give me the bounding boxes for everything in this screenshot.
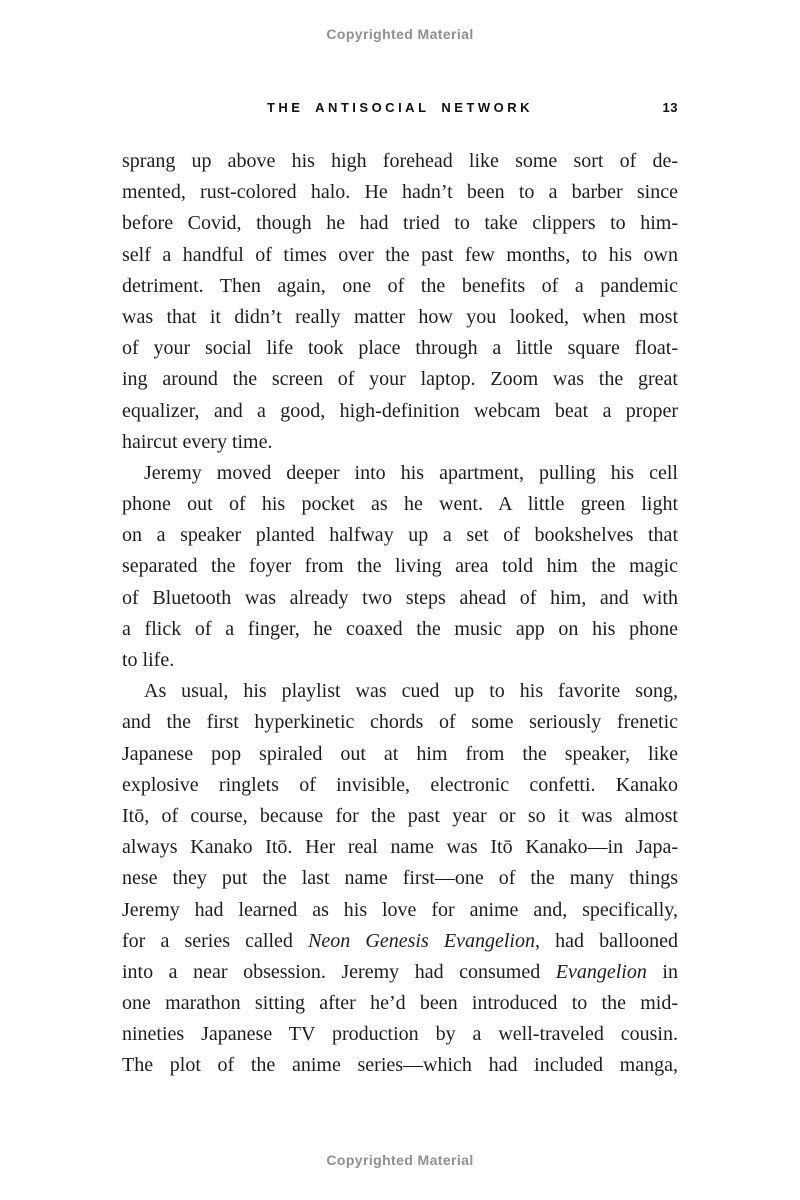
text-line: was that it didn’t really matter how you looked, when most: [122, 305, 678, 328]
text-line: before Covid, though he had tried to take clippers to him-: [122, 212, 678, 235]
text-line: into a near obsession. Jeremy had consumed Evangelion in: [122, 960, 678, 983]
text-line: on a speaker planted halfway up a set of bookshelves that: [122, 524, 678, 547]
text-line: The plot of the anime series—which had included manga,: [122, 1054, 678, 1077]
text-line: nineties Japanese TV production by a well-traveled cousin.: [122, 1023, 678, 1046]
text-line: nese they put the last name first—one of the many things: [122, 867, 678, 890]
text-line: one marathon sitting after he’d been introduced to the mid-: [122, 992, 678, 1015]
text-line: Jeremy had learned as his love for anime and, specifically,: [122, 898, 678, 921]
text-line: haircut every time.: [122, 430, 273, 453]
text-line: to life.: [122, 649, 175, 671]
text-line: mented, rust-colored halo. He hadn’t been to a barber since: [122, 181, 678, 204]
text-line: detriment. Then again, one of the benefits of a pandemic: [122, 274, 678, 297]
text-line: separated the foyer from the living area told him the magic: [122, 555, 678, 578]
page-number: 13: [662, 100, 678, 115]
text-line: ing around the screen of your laptop. Zoom was the great: [122, 368, 678, 391]
text-line: of Bluetooth was already two steps ahead of him, and with: [122, 586, 678, 609]
running-head: [122, 100, 678, 118]
text-line: Japanese pop spiraled out at him from the speaker, like: [122, 742, 678, 765]
page-body: [122, 146, 678, 1082]
copyright-notice-bottom: Copyrighted Material: [326, 1152, 474, 1168]
text-line: explosive ringlets of invisible, electronic confetti. Kanako: [122, 773, 678, 796]
text-line: sprang up above his high forehead like some sort of de-: [122, 150, 678, 172]
text-line: a flick of a finger, he coaxed the music app on his phone: [122, 617, 678, 640]
text-line: Jeremy moved deeper into his apartment, pulling his cell: [144, 461, 678, 484]
copyright-notice-top: Copyrighted Material: [326, 26, 474, 42]
text-line: self a handful of times over the past few months, to his own: [122, 243, 678, 266]
text-line: equalizer, and a good, high-definition webcam beat a proper: [122, 399, 678, 422]
text-line: always Kanako Itō. Her real name was Itō Kanako—in Japa-: [122, 836, 678, 859]
text-line: Itō, of course, because for the past year or so it was almost: [122, 804, 678, 827]
text-line: of your social life took place through a little square float-: [122, 337, 678, 360]
text-line: As usual, his playlist was cued up to his favorite song,: [144, 680, 678, 703]
running-head-title: THE ANTISOCIAL NETWORK: [266, 100, 534, 115]
text-line: phone out of his pocket as he went. A little green light: [122, 493, 678, 516]
text-line: for a series called Neon Genesis Evangelion, had ballooned: [122, 929, 678, 952]
text-line: and the first hyperkinetic chords of some seriously frenetic: [122, 711, 678, 734]
